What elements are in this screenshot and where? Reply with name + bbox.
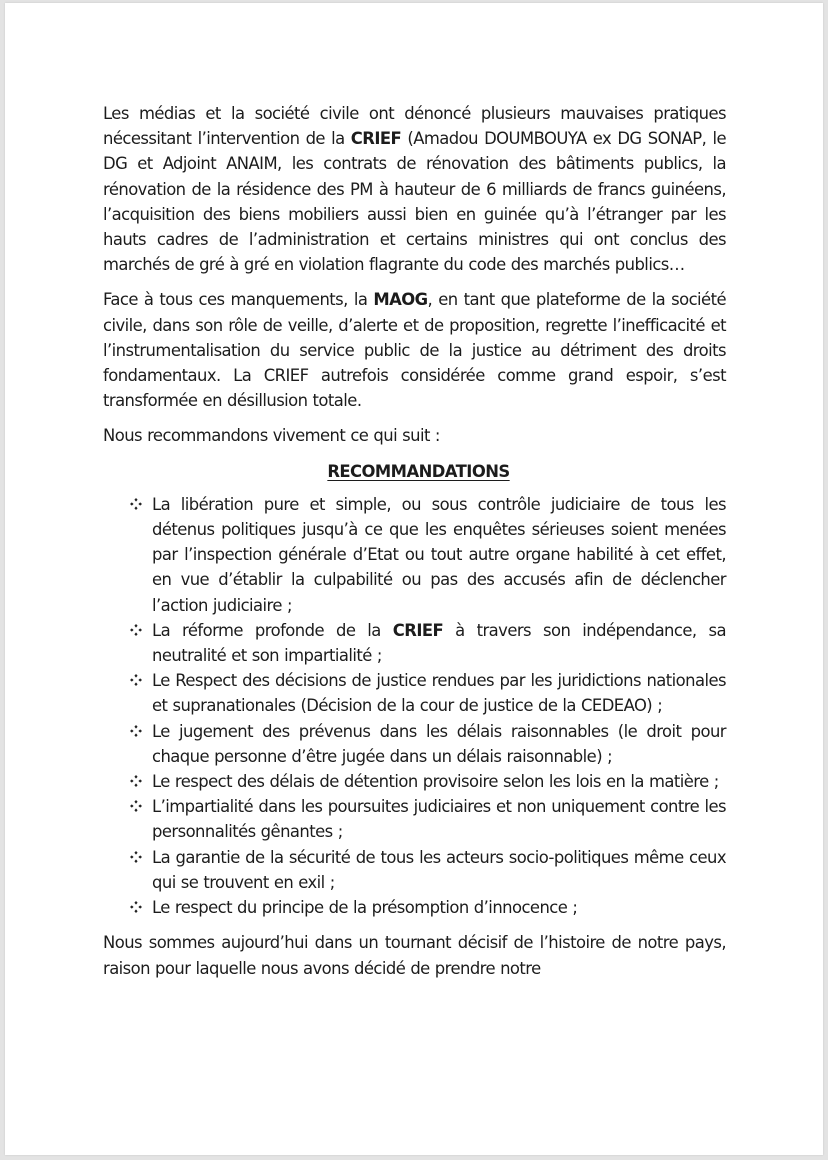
- paragraph-text: , en tant que plateforme de la société civile, dans son rôle de veille, d’alerte et de proposition, regrette l’inefficacité et l’instrumentalisation du service public de la justice au détriment des droits fondamentaux. La CRIEF autrefois considérée comme grand espoir, s’est transformée en désillusion totale.: [103, 290, 726, 411]
- diamond-bullet-icon: [130, 769, 142, 787]
- list-item: [128, 618, 726, 668]
- diamond-bullet-icon: [130, 618, 142, 636]
- paragraph-maog-position: [103, 287, 726, 413]
- bold-term-crief: CRIEF: [392, 620, 444, 640]
- diamond-bullet-icon: [130, 794, 142, 812]
- list-item: [128, 845, 726, 895]
- list-item: [128, 492, 726, 618]
- bold-term-crief: CRIEF: [350, 129, 402, 149]
- paragraph-text: Face à tous ces manquements, la: [103, 290, 374, 310]
- diamond-bullet-icon: [130, 895, 142, 913]
- list-item-text: Le respect du principe de la présomption d’innocence ;: [152, 898, 578, 918]
- list-item-text: La réforme profonde de la: [152, 620, 393, 640]
- list-item-text: Le Respect des décisions de justice rendues par les juridictions nationales et supranationales (Décision de la cour de justice de la CEDEAO) ;: [152, 671, 726, 716]
- list-item: [128, 668, 726, 718]
- list-item: [128, 719, 726, 769]
- list-item: [128, 895, 726, 920]
- paragraph-recommend-intro: Nous recommandons vivement ce qui suit :: [103, 426, 440, 446]
- paragraph-text: (Amadou DOUMBOUYA ex DG SONAP, le DG et Adjoint ANAIM, les contrats de rénovation des bâtiments publics, la rénovation de la résidence des PM à hauteur de 6 milliards de francs guinéens, l’acquisition des biens mobiliers aussi bien en guinée qu’à l’étranger par les hauts cadres de l’administration et certains ministres qui ont conclus des marchés de gré à gré en violation flagrante du code des marchés publics…: [103, 129, 726, 275]
- list-item-text: La libération pure et simple, ou sous contrôle judiciaire de tous les détenus politiques jusqu’à ce que les enquêtes sérieuses soient menées par l’inspection générale d’Etat ou tout autre organe habilité à cet effet, en vue d’établir la culpabilité ou pas des accusés afin de déclencher l’action judiciaire ;: [152, 494, 726, 615]
- recommendations-list: [103, 492, 726, 920]
- paragraph-decisive-turning-point: Nous sommes aujourd’hui dans un tournant décisif de l’histoire de notre pays, raison pour laquelle nous avons décidé de prendre notre: [103, 933, 726, 978]
- list-item-text: Le jugement des prévenus dans les délais raisonnables (le droit pour chaque personne d’être jugée dans un délais raisonnable) ;: [152, 721, 726, 766]
- paragraph-text: Les médias et la société civile ont dénoncé plusieurs mauvaises pratiques nécessitant l’intervention de la: [103, 104, 726, 149]
- diamond-bullet-icon: [130, 845, 142, 863]
- diamond-bullet-icon: [130, 668, 142, 686]
- list-item-text: Le respect des délais de détention provisoire selon les lois en la matière ;: [152, 772, 719, 792]
- document-page: [5, 3, 823, 1155]
- diamond-bullet-icon: [130, 719, 142, 737]
- list-item: [128, 769, 726, 794]
- document-body: [103, 101, 726, 981]
- list-item-text: à travers son indépendance, sa neutralité et son impartialité ;: [152, 620, 727, 666]
- diamond-bullet-icon: [130, 492, 142, 510]
- list-item-text: L’impartialité dans les poursuites judiciaires et non uniquement contre les personnalités gênantes ;: [152, 797, 726, 842]
- paragraph-media-denunciations: [103, 101, 726, 277]
- list-item: [128, 794, 726, 844]
- section-heading-recommandations: RECOMMANDATIONS: [327, 461, 510, 481]
- list-item-text: La garantie de la sécurité de tous les acteurs socio-politiques même ceux qui se trouvent en exil ;: [152, 847, 726, 892]
- bold-term-maog: MAOG: [373, 290, 428, 310]
